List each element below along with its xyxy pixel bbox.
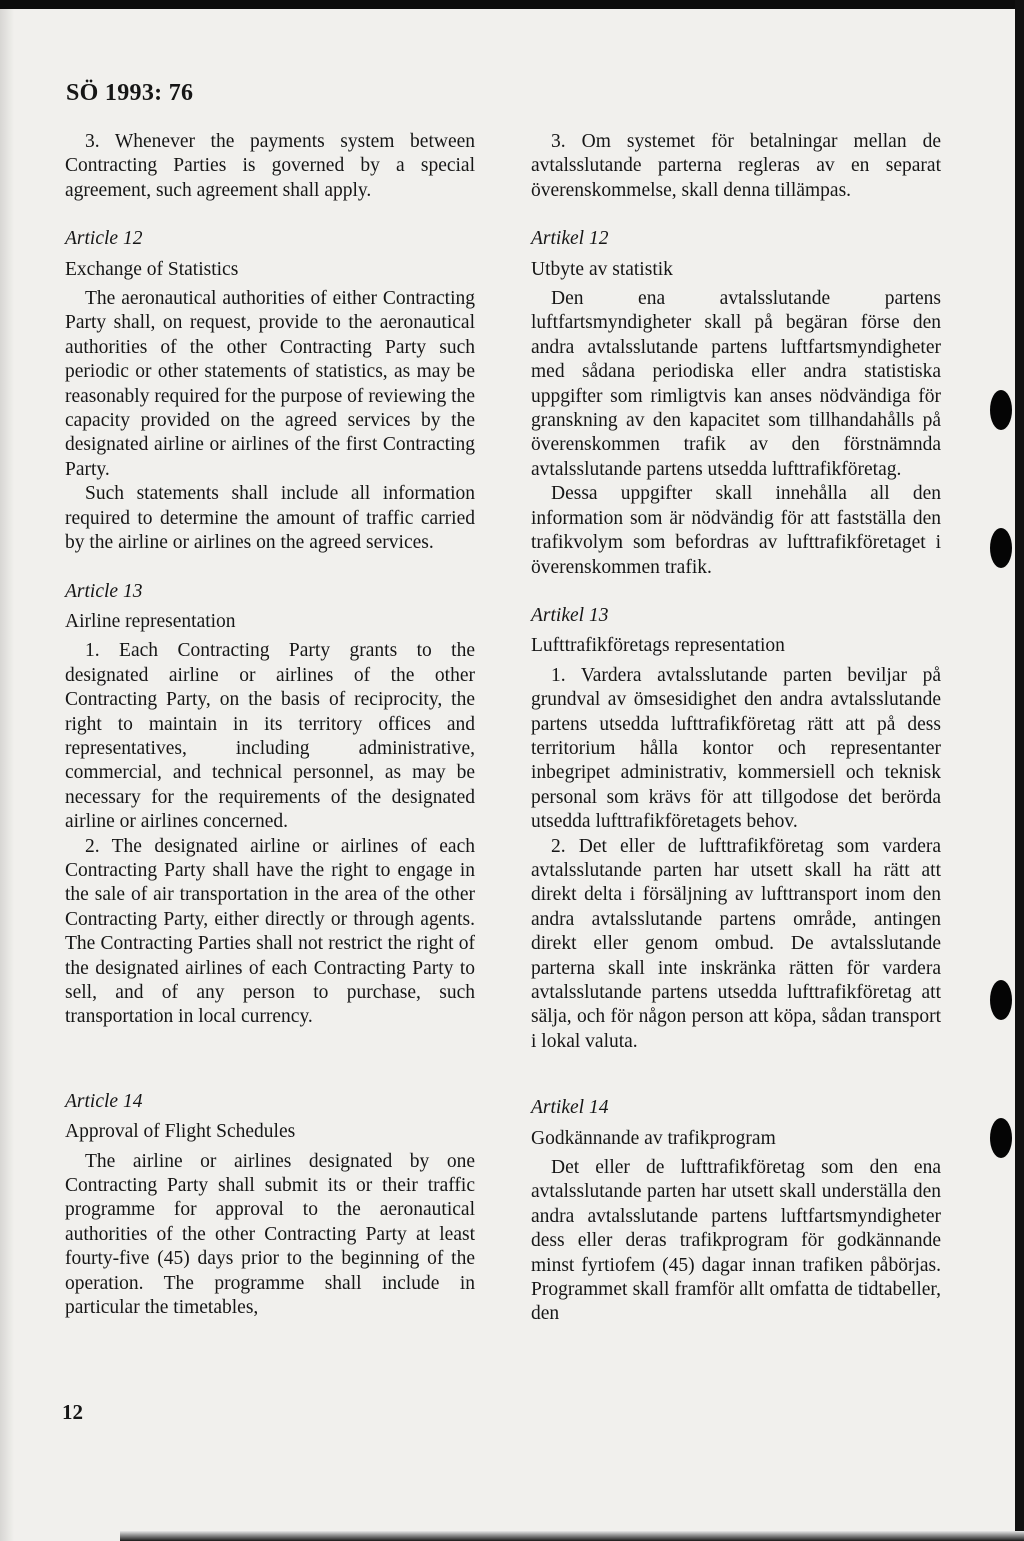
english-column <box>65 130 475 1320</box>
binding-hole-mark <box>990 528 1012 568</box>
article-13-paragraph-1-sv: 1. Vardera avtalsslutande parten beviljar på grundval av ömsesidighet den andra avtalsslutande partens utsedda lufttrafikföretag rätt att på dess territorium hålla kontor och representanter inbegripet administrativ, kommersiell och teknisk personal som krävs för att tillgodose det berörda utsedda lufttrafikföretagets behov. <box>531 664 941 833</box>
article-14-heading-en: Article 14 <box>65 1090 143 1112</box>
scan-left-shadow <box>0 9 14 1541</box>
article-14-title-sv: Godkännande av trafikprogram <box>531 1127 776 1149</box>
article-12-heading-sv: Artikel 12 <box>531 228 609 250</box>
article-13-title-sv: Lufttrafikföretags representation <box>531 635 785 657</box>
article-13-title-en: Airline representation <box>65 610 236 632</box>
article-12-title-sv: Utbyte av statistik <box>531 258 673 280</box>
article-14-paragraph-1-sv: Det eller de lufttrafikföretag som den ena avtalsslutande parten har utsett skall underställa den andra avtalsslutande partens luftfartsmyndigheter dess eller deras trafikprogram för godkännande minst fyrtiofem (45) dagar innan trafiken påbörjas. Programmet skall framför allt omfatta de tidtabeller, den <box>531 1157 941 1325</box>
article-13-heading-sv: Artikel 13 <box>531 604 609 626</box>
binding-hole-mark <box>990 390 1012 430</box>
article-12-paragraph-2-en: Such statements shall include all information required to determine the amount of traffic carried by the airline or airlines on the agreed services. <box>65 483 475 554</box>
article-11-paragraph-3-en: 3. Whenever the payments system between Contracting Parties is governed by a special agreement, such agreement shall apply. <box>65 131 475 201</box>
binding-hole-mark <box>990 980 1012 1020</box>
article-13-paragraph-1-en: 1. Each Contracting Party grants to the designated airline or airlines of the other Contracting Party, on the basis of reciprocity, the right to maintain in its territory offices and representatives, including administrative, commercial, and technical personnel, as may be necessary for the requirements of the designated airline or airlines concerned. <box>65 640 475 833</box>
article-13-heading-en: Article 13 <box>65 580 143 602</box>
article-11-paragraph-3-sv: 3. Om systemet för betalningar mellan de avtalsslutande parterna regleras av en separat överenskommelse, skall denna tillämpas. <box>531 131 941 201</box>
article-13-paragraph-2-en: 2. The designated airline or airlines of each Contracting Party shall have the right to engage in the sale of air transportation in the area of the other Contracting Party, either directly or through agents. The Contracting Parties shall not restrict the right of the designated airlines of each Contracting Party to sell, and of any person to purchase, such transportation in local currency. <box>65 835 475 1028</box>
article-13-paragraph-2-sv: 2. Det eller de lufttrafikföretag som vardera avtalsslutande parten har utsett skall ha rätt att direkt delta i försäljning av lufttransport inom den andra avtalsslutande partens område, antingen direkt eller genom ombud. De avtalsslutande parterna skall inte inskränka rätten för vardera avtalsslutande partens utsedda lufttrafikföretag att sälja, och för någon person att köpa, sådan transport i lokal valuta. <box>531 835 941 1052</box>
article-12-heading-en: Article 12 <box>65 228 143 250</box>
article-12-paragraph-1-en: The aeronautical authorities of either Contracting Party shall, on request, provide to the aeronautical authorities of the other Contracting Party such periodic or other statements of statistics, as may be reasonably required for the purpose of reviewing the capacity provided on the agreed services by the designated airline or airlines of the first Contracting Party. <box>65 288 475 480</box>
binding-hole-mark <box>990 1118 1012 1158</box>
page-number: 12 <box>62 1400 83 1424</box>
scan-top-border <box>0 0 1024 9</box>
article-14-title-en: Approval of Flight Schedules <box>65 1121 296 1143</box>
spacer <box>531 1054 941 1072</box>
article-14-paragraph-1-en: The airline or airlines designated by one Contracting Party shall submit its or their traffic programme for approval to the aeronautical authorities of the other Contracting Party at least fourty-five (45) days prior to the beginning of the operation. The programme shall include in particular the timetables, <box>65 1150 475 1319</box>
article-14-heading-sv: Artikel 14 <box>531 1097 609 1119</box>
document-reference-header: SÖ 1993: 76 <box>66 80 194 106</box>
article-12-paragraph-1-sv: Den ena avtalsslutande partens luftfartsmyndigheter skall på begäran förse den andra avtalsslutande partens luftfartsmyndigheter med sådana periodiska eller andra statistiska uppgifter som rimligtvis kan anses nödvändiga för granskning av den kapacitet som tillhandahålls på överenskommen trafik av den förstnämnda avtalsslutande partens utsedda lufttrafikföretag. <box>531 288 941 480</box>
scan-right-border <box>1015 0 1024 1541</box>
article-12-paragraph-2-sv: Dessa uppgifter skall innehålla all den information som är nödvändig för att fastställa den trafikvolym som befordras av lufttrafikföretaget i överenskommen trafik. <box>531 483 941 578</box>
scan-bottom-shadow <box>120 1531 1024 1541</box>
swedish-column <box>531 130 941 1327</box>
article-12-title-en: Exchange of Statistics <box>65 258 239 280</box>
spacer <box>65 1030 475 1072</box>
